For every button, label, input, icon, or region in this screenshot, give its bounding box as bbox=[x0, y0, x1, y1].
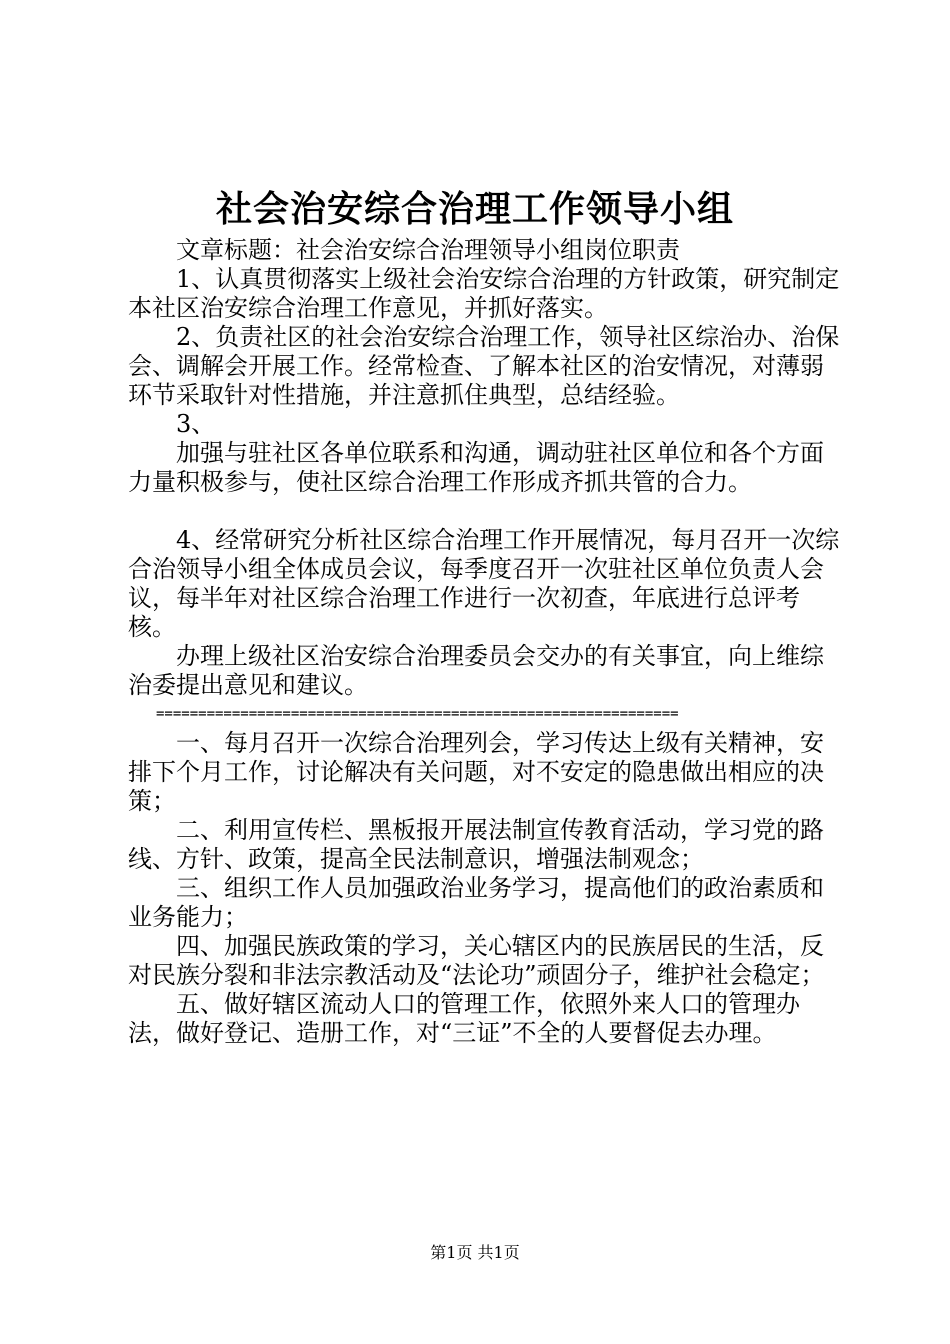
paragraph-item-3: 三、组织工作人员加强政治业务学习，提高他们的政治素质和业务能力； bbox=[128, 874, 824, 931]
paragraph-duty-1: 1、认真贯彻落实上级社会治安综合治理的方针政策，研究制定本社区治安综合治理工作意见，并抓好落实。 bbox=[128, 265, 840, 322]
paragraph-duty-5: 办理上级社区治安综合治理委员会交办的有关事宜，向上维综治委提出意见和建议。 bbox=[128, 642, 824, 699]
paragraph-duty-3: 加强与驻社区各单位联系和沟通，调动驻社区单位和各个方面力量积极参与，使社区综合治理工作形成齐抓共管的合力。 bbox=[128, 439, 824, 496]
document-body bbox=[128, 236, 840, 1048]
article-title-line: 文章标题：社会治安综合治理领导小组岗位职责 bbox=[176, 236, 680, 264]
paragraph-item-4: 四、加强民族政策的学习，关心辖区内的民族居民的生活，反对民族分裂和非法宗教活动及“法论功”顽固分子，维护社会稳定； bbox=[128, 932, 825, 989]
paragraph-item-1: 一、每月召开一次综合治理列会，学习传达上级有关精神，安排下个月工作，讨论解决有关问题，对不安定的隐患做出相应的决策； bbox=[128, 729, 824, 815]
page-footer: 第1页 共1页 bbox=[430, 1243, 520, 1262]
document-title: 社会治安综合治理工作领导小组 bbox=[215, 188, 734, 230]
paragraph-duty-4: 4、经常研究分析社区综合治理工作开展情况，每月召开一次综合治领导小组全体成员会议，每季度召开一次驻社区单位负责人会议，每半年对社区综合治理工作进行一次初查，年底进行总评考核。 bbox=[128, 526, 840, 641]
paragraph-item-2: 二、利用宣传栏、黑板报开展法制宣传教育活动，学习党的路线、方针、政策，提高全民法制意识，增强法制观念； bbox=[128, 816, 824, 873]
paragraph-item-5: 五、做好辖区流动人口的管理工作，依照外来人口的管理办法，做好登记、造册工作，对“三证”不全的人要督促去办理。 bbox=[128, 990, 800, 1047]
paragraph-duty-3-number: 3、 bbox=[176, 410, 216, 438]
separator-line: ============================================================== bbox=[156, 706, 679, 722]
paragraph-duty-2: 2、负责社区的社会治安综合治理工作，领导社区综治办、治保会、调解会开展工作。经常检查、了解本社区的治安情况，对薄弱环节采取针对性措施，并注意抓住典型，总结经验。 bbox=[128, 323, 840, 409]
